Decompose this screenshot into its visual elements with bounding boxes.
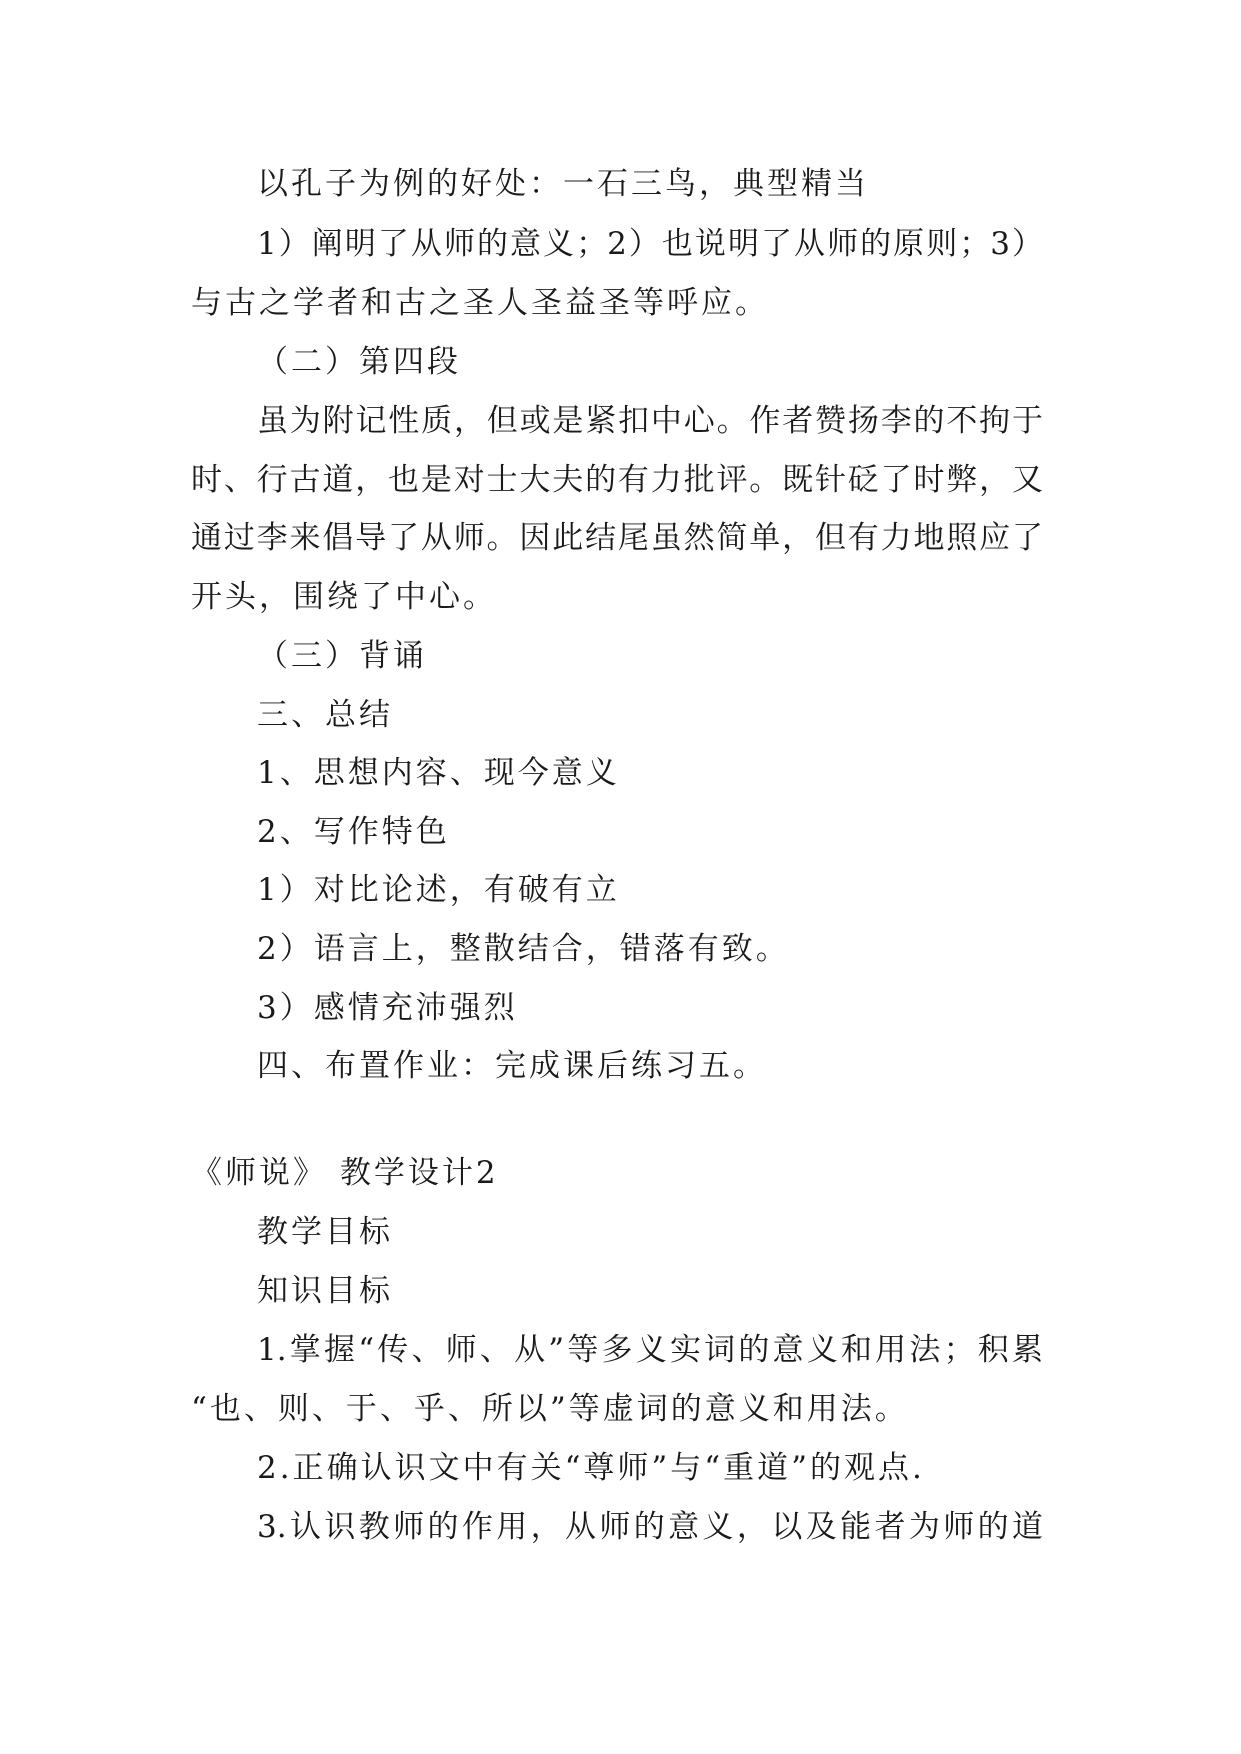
goal-item-2: 2.正确认识文中有关“尊师”与“重道”的观点. [257, 1450, 925, 1486]
heading-teaching-goals: 教学目标 [257, 1214, 393, 1250]
paragraph-line-5: 虽为附记性质，但或是紧扣中心。作者赞扬李的不拘于 [257, 403, 1043, 439]
section-heading-homework: 四、布置作业：完成课后练习五。 [257, 1048, 767, 1084]
paragraph-line-3: 与古之学者和古之圣人圣益圣等呼应。 [191, 285, 769, 321]
goal-item-3: 3.认识教师的作用，从师的意义，以及能者为师的道 [257, 1509, 1043, 1545]
feature-item-3: 3）感情充沛强烈 [257, 990, 518, 1026]
section-heading-fourth-paragraph: （二）第四段 [257, 344, 461, 380]
summary-item-2: 2、写作特色 [257, 814, 450, 850]
feature-item-2: 2）语言上，整散结合，错落有致。 [257, 931, 790, 967]
goal-item-1-line-2: “也、则、于、乎、所以”等虚词的意义和用法。 [191, 1391, 909, 1427]
section-heading-summary: 三、总结 [257, 697, 393, 733]
document-title-2: 《师说》 教学设计2 [191, 1155, 499, 1191]
summary-item-1: 1、思想内容、现今意义 [257, 755, 620, 791]
goal-item-1-line-1: 1.掌握“传、师、从”等多义实词的意义和用法；积累 [257, 1332, 1043, 1368]
paragraph-line-2: 1）阐明了从师的意义；2）也说明了从师的原则；3） [257, 226, 1043, 262]
heading-knowledge-goals: 知识目标 [257, 1273, 393, 1309]
paragraph-line-8: 开头，围绕了中心。 [191, 579, 497, 615]
paragraph-line-6: 时、行古道，也是对士大夫的有力批评。既针砭了时弊，又 [191, 462, 1043, 498]
section-heading-recite: （三）背诵 [257, 638, 427, 674]
paragraph-line-1: 以孔子为例的好处：一石三鸟，典型精当 [257, 166, 869, 202]
paragraph-line-7: 通过李来倡导了从师。因此结尾虽然简单，但有力地照应了 [191, 520, 1043, 556]
feature-item-1: 1）对比论述，有破有立 [257, 872, 620, 908]
